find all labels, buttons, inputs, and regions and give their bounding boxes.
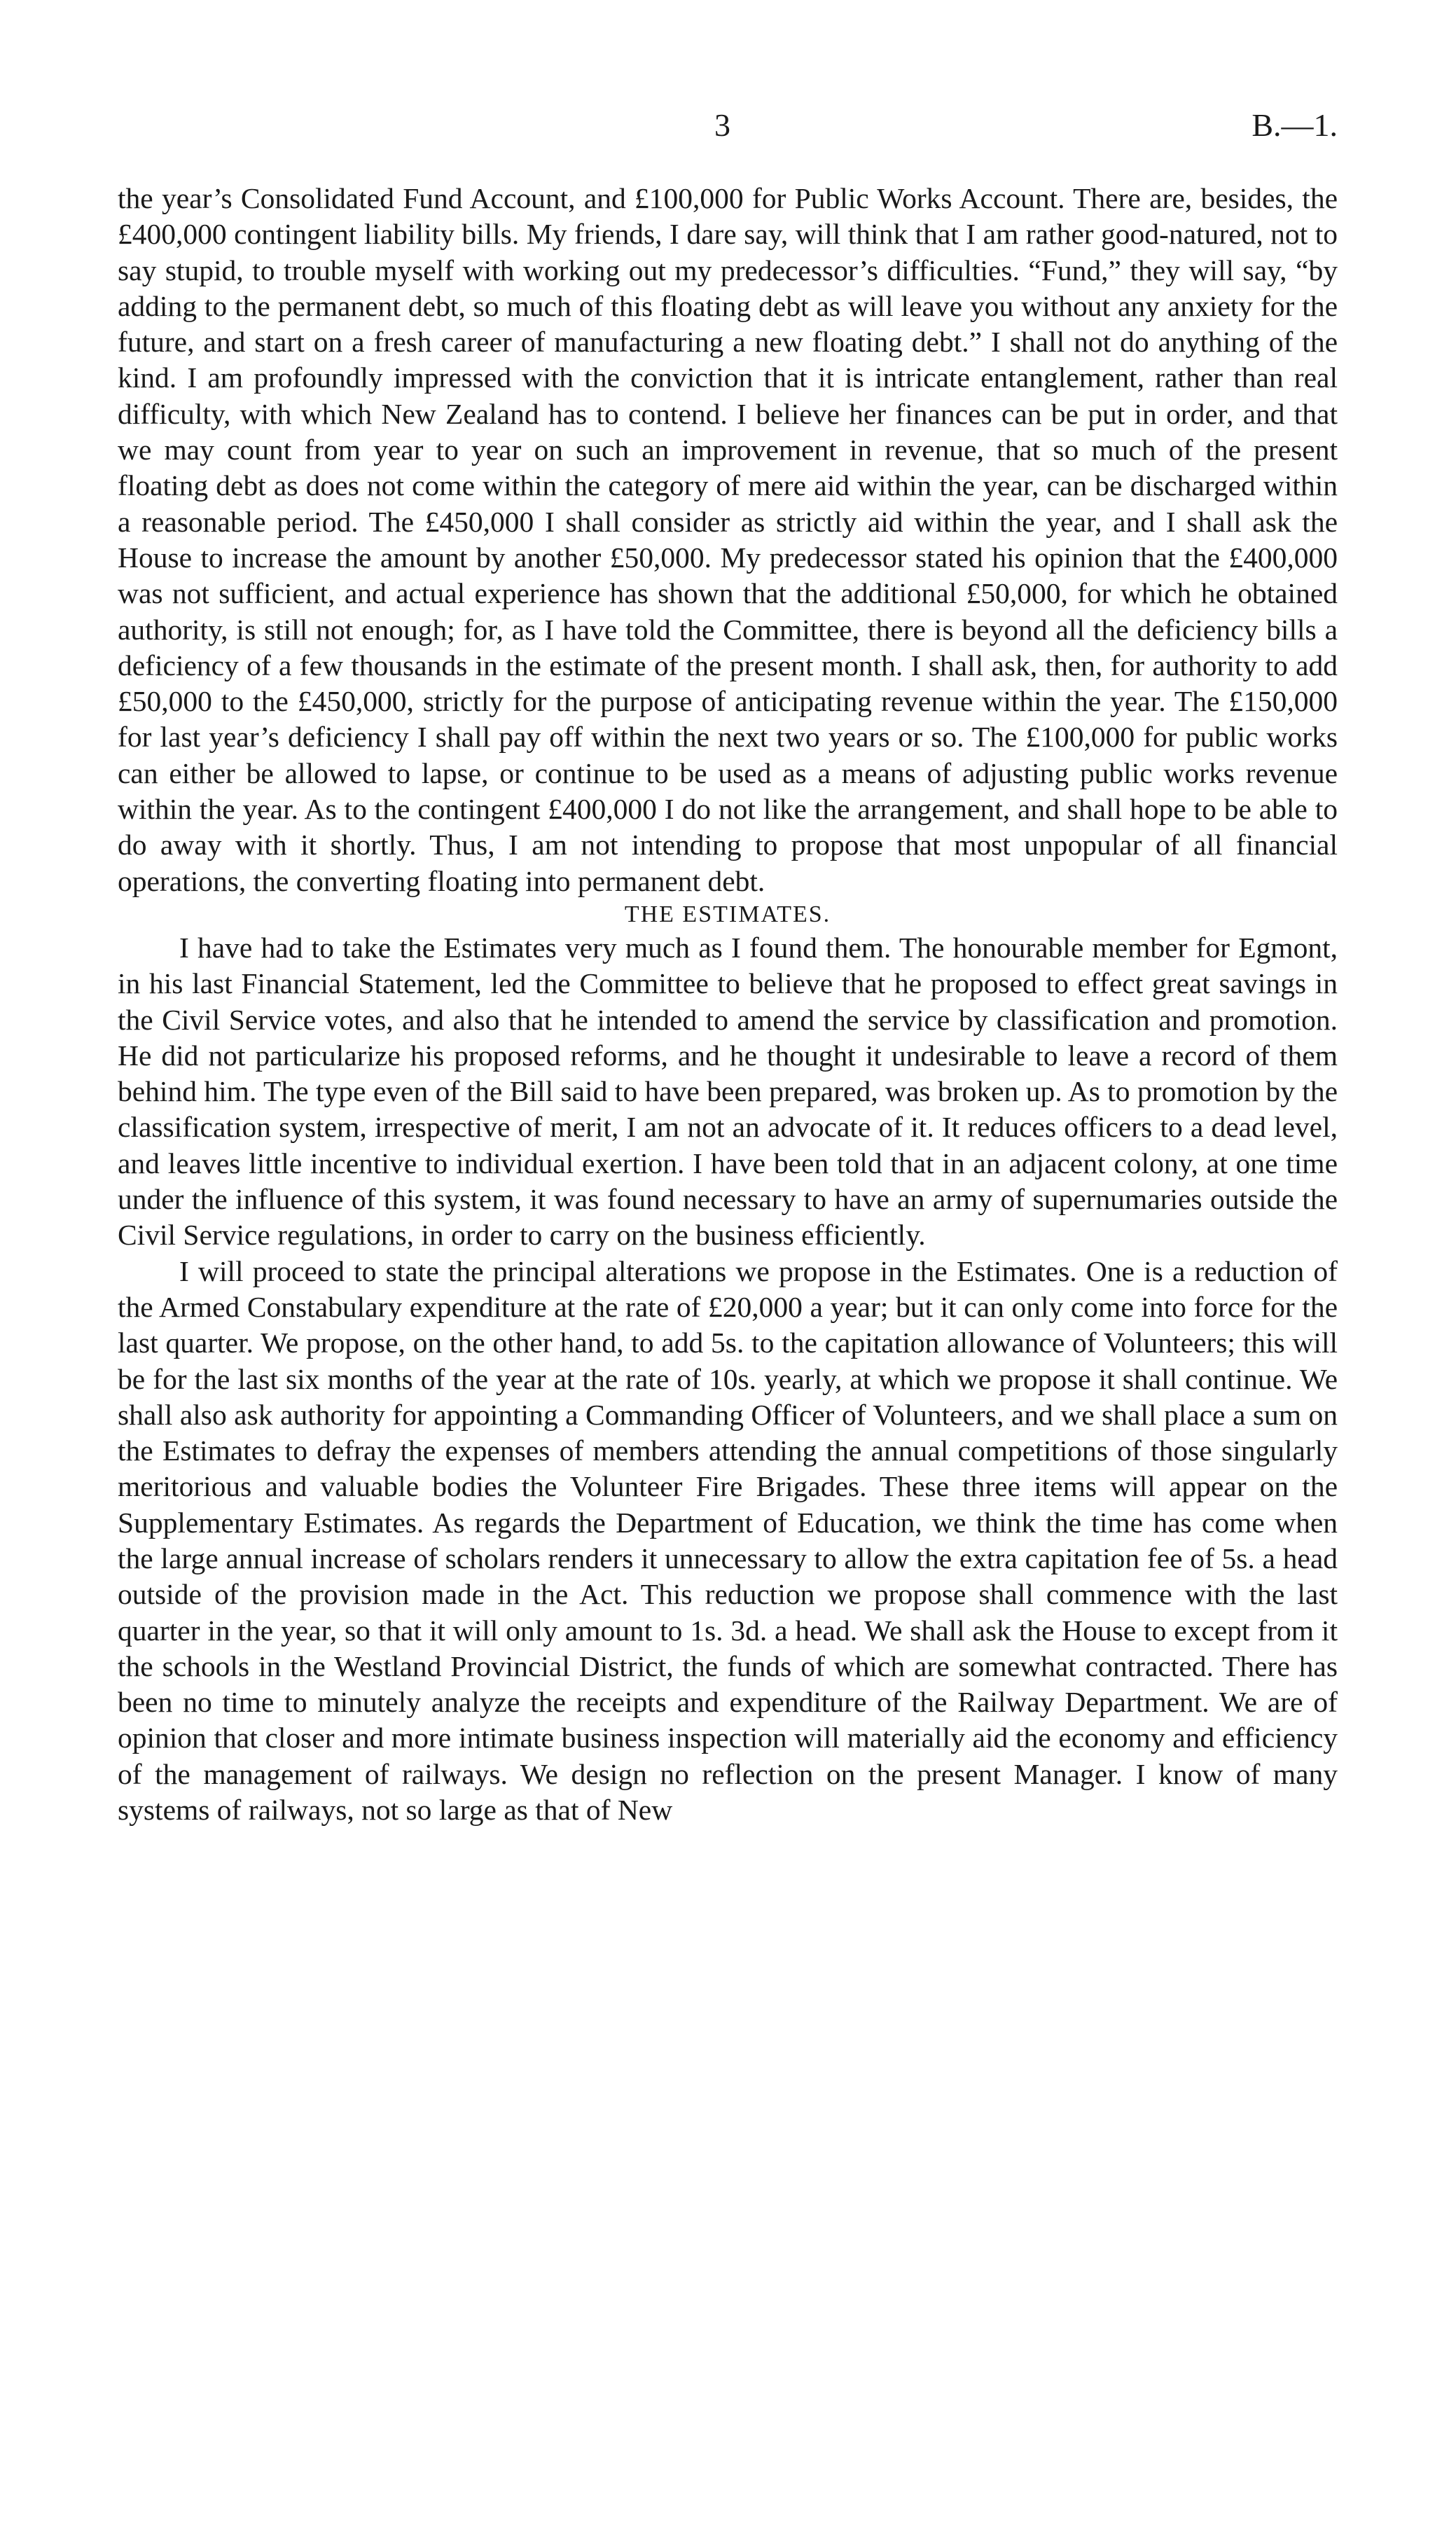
paragraph-estimates-2: I will proceed to state the principal alterations we propose in the Estimates. One is a reduction of the Armed Constabulary expenditure at the rate of £20,000 a year; but it can only come into force for the last quarter. We propose, on the other hand, to add 5s. to the capitation allowance of Volunteers; this will be for the last six months of the year at the rate of 10s. yearly, at which we propose it shall continue. We shall also ask authority for appointing a Commanding Officer of Volunteers, and we shall place a sum on the Estimates to defray the expenses of members attending the annual competitions of those singularly meritorious and valuable bodies the Volunteer Fire Brigades. These three items will appear on the Supplementary Estimates. As regards the Department of Education, we think the time has come when the large annual increase of scholars renders it unnecessary to allow the extra capitation fee of 5s. a head outside of the provision made in the Act. This reduction we propose shall commence with the last quarter in the year, so that it will only amount to 1s. 3d. a head. We shall ask the House to except from it the schools in the Westland Provincial District, the funds of which are somewhat contracted. There has been no time to minutely analyze the receipts and expenditure of the Railway Department. We are of opinion that closer and more intimate business inspection will materially aid the economy and efficiency of the management of railways. We design no reflection on the present Manager. I know of many systems of railways, not so large as that of New bbox=[118, 1254, 1338, 1827]
paragraph-estimates-1: I have had to take the Estimates very much as I found them. The honourable member for Egmont, in his last Financial Statement, led the Committee to believe that he proposed to effect great savings in the Civil Service votes, and also that he intended to amend the service by classification and promotion. He did not particularize his proposed reforms, and he thought it undesirable to leave a record of them behind him. The type even of the Bill said to have been prepared, was broken up. As to promotion by the classification system, irrespective of merit, I am not an advocate of it. It reduces officers to a dead level, and leaves little incentive to individual exertion. I have been told that in an adjacent colony, at one time under the influence of this system, it was found necessary to have an army of supernumaries outside the Civil Service regulations, in order to carry on the business efficiently. bbox=[118, 931, 1338, 1252]
page-header bbox=[118, 106, 1338, 155]
paragraph-continuation: the year’s Consolidated Fund Account, and £100,000 for Public Works Account. There are, besides, the £400,000 contingent liability bills. My friends, I dare say, will think that I am rather good-natured, not to say stupid, to trouble myself with working out my predecessor’s difficulties. “Fund,” they will say, “by adding to the permanent debt, so much of this floating debt as will leave you without any anxiety for the future, and start on a fresh career of manufacturing a new floating debt.” I shall not do anything of the kind. I am profoundly impressed with the conviction that it is intricate entanglement, rather than real difficulty, with which New Zealand has to contend. I believe her finances can be put in order, and that we may count from year to year on such an improvement in revenue, that so much of the present floating debt as does not come within the category of mere aid within the year, can be discharged within a reasonable period. The £450,000 I shall consider as strictly aid within the year, and I shall ask the House to increase the amount by another £50,000. My predecessor stated his opinion that the £400,000 was not sufficient, and actual experience has shown that the additional £50,000, for which he obtained authority, is still not enough; for, as I have told the Committee, there is beyond all the deficiency bills a deficiency of a few thousands in the estimate of the present month. I shall ask, then, for authority to add £50,000 to the £450,000, strictly for the purpose of anticipating revenue within the year. The £150,000 for last year’s deficiency I shall pay off within the next two years or so. The £100,000 for public works can either be allowed to lapse, or continue to be used as a means of adjusting public works revenue within the year. As to the contingent £400,000 I do not like the arrangement, and shall hope to be able to do away with it shortly. Thus, I am not intending to propose that most unpopular of all financial operations, the converting floating into permanent debt. bbox=[118, 182, 1338, 897]
section-heading: THE ESTIMATES. bbox=[624, 901, 831, 927]
document-reference: B.—1. bbox=[1252, 107, 1338, 143]
page-number: 3 bbox=[714, 107, 730, 143]
body-text bbox=[118, 181, 1338, 1828]
